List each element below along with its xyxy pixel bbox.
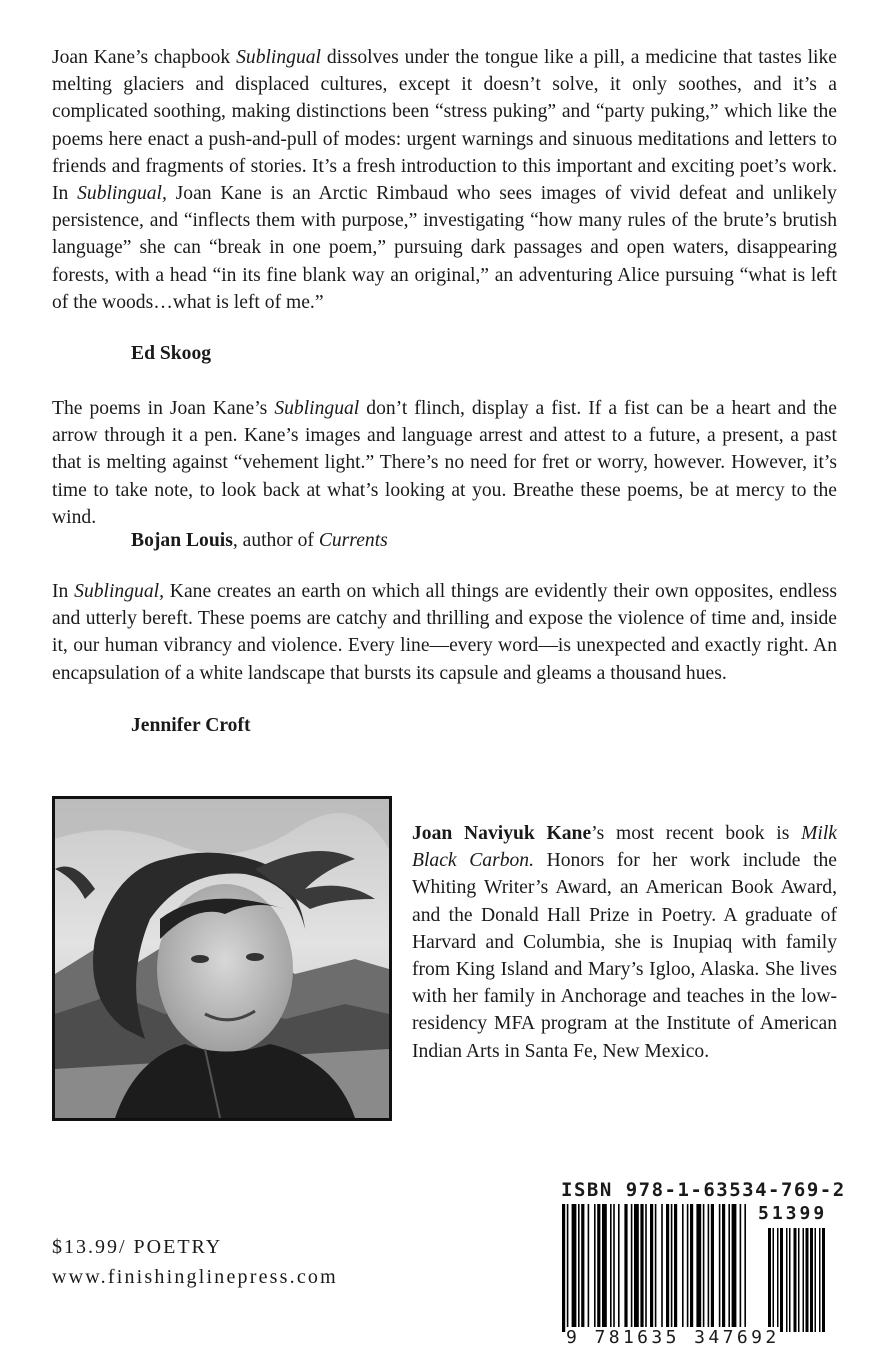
bio-text: Honors for her work include the Whiting Writer’s Award, an American Book Award, and the Donald Hall Prize in Poetry. A graduate of Harvard and Columbia, she is Inupiaq with family from King Island and Mary’s Igloo, Alaska. She lives with her family in Anchorage and teaches in the low-residency MFA program at the Institute of American Indian Arts in Santa Fe, New Mexico. [412, 850, 837, 1062]
blurb-text [52, 395, 837, 531]
blurb-author: Bojan Louis [131, 530, 233, 551]
blurb-text [52, 578, 837, 687]
addon-bar [794, 1228, 797, 1332]
barcode-bar [562, 1204, 565, 1332]
barcode-bar [728, 1204, 730, 1332]
barcode-bar [671, 1204, 673, 1332]
barcode-bar [567, 1204, 569, 1332]
recent-book-title: Milk Black Carbon. [412, 823, 837, 872]
addon-bar [780, 1228, 783, 1332]
book-title: Sublingual [274, 398, 360, 419]
addon-bar [815, 1228, 817, 1332]
blurb-segment: In [52, 581, 75, 602]
blurb-segment: don’t flinch, display a fist. If a fist can be a heart and the arrow through it a pen. Kane’s images and language arrest and attest to a future, a present, a past that is melting against “vehement light.” There’s no need for fret or worry, however. However, it’s time to take note, to look back at what’s looking at you. Breathe these poems, be at mercy to the wind. [52, 398, 838, 528]
ean-digits: 9 781635 347692 [566, 1327, 780, 1348]
addon-bar [789, 1228, 791, 1332]
barcode-bar [732, 1204, 737, 1332]
blurb-attribution [131, 340, 211, 367]
author-note: , author of [232, 530, 319, 551]
barcode-bar [655, 1204, 657, 1332]
book-title: Sublingual [236, 47, 322, 68]
addon-bar [798, 1228, 800, 1332]
barcode-bar [581, 1204, 584, 1332]
photo-illustration [55, 799, 389, 1118]
barcode-bar [634, 1204, 639, 1332]
barcode-bar [666, 1204, 669, 1332]
blurb-attribution [131, 527, 388, 554]
addon-bar [773, 1228, 775, 1332]
barcode-bar [597, 1204, 600, 1332]
blurb-segment: Joan Kane is an Arctic Rimbaud who sees images of vivid defeat and unlikely persistence, and “inflects them with purpose,” investigating “how many rules of the brute’s brutish language” she can “break in one poem,” pursuing dark passages and open waters, disappearing forests, with a head “in its fine blank way an original,” an adventuring Alice pursuing “what is left of the woods…what is left of me.” [52, 183, 837, 313]
addon-bar [768, 1228, 771, 1332]
barcode-bar [687, 1204, 689, 1332]
barcode-bar [740, 1204, 742, 1332]
blurb-segment: Joan Kane’s chapbook [52, 47, 237, 68]
barcode-bar [631, 1204, 633, 1332]
barcode-bar [645, 1204, 647, 1332]
addon-bar [822, 1228, 825, 1332]
book-title: Sublingual, [77, 183, 167, 205]
barcode-bar [674, 1204, 677, 1332]
blurb-bojan-louis [52, 395, 837, 531]
blurb-segment: Kane creates an earth on which all things are evidently their own opposites, endless and utterly bereft. These poems are catchy and thrilling and expose the violence of time and, inside it, our human vibrancy and violence. Every line—every word—is unexpected and exactly right. An encapsulation of a white landscape that bursts its capsule and gleams a thousand hues. [52, 581, 837, 684]
barcode-bar [602, 1204, 607, 1332]
barcode-bar [719, 1204, 721, 1332]
blurb-jennifer-croft [52, 578, 837, 687]
barcode-bar [640, 1204, 643, 1332]
barcode-bar [711, 1204, 714, 1332]
barcode-bar [722, 1204, 725, 1332]
price-category: $13.99/ POETRY [52, 1236, 223, 1258]
isbn-label: ISBN 978-1-63534-769-2 [561, 1179, 846, 1201]
addon-bar [803, 1228, 805, 1332]
barcode-bar [661, 1204, 663, 1332]
addon-bar [777, 1228, 779, 1332]
author-name: Joan Naviyuk Kane [412, 823, 592, 844]
barcode-bar [690, 1204, 693, 1332]
addon-bar [786, 1228, 788, 1332]
barcode-bar [682, 1204, 684, 1332]
price-code: 51399 [758, 1203, 828, 1224]
barcode-bar [594, 1204, 596, 1332]
author-bio [412, 820, 837, 1065]
addon-bar [810, 1228, 813, 1332]
blurb-text [52, 44, 837, 316]
barcode-bar [650, 1204, 653, 1332]
barcode-bar [613, 1204, 615, 1332]
bio-text: ’s most recent book is [591, 823, 802, 844]
barcode-bar [572, 1204, 577, 1332]
barcode-bar [588, 1204, 590, 1332]
book-title: Sublingual, [74, 581, 164, 602]
blurb-segment: dissolves under the tongue like a pill, a medicine that tastes like melting glaciers and displaced cultures, except it doesn’t solve, it only soothes, and it’s a complicated soothing, making distinctions been “stress puking” and “party puking,” which like the poems here enact a push-and-pull of modes: urgent warnings and sinuous meditations and letters to friends and fragments of stories. It’s a fresh introduction to this important and exciting poet’s work. In [52, 47, 837, 205]
barcode-bar [703, 1204, 705, 1332]
barcode-bar [624, 1204, 627, 1332]
blurb-segment: The poems in Joan Kane’s [52, 398, 275, 419]
barcode-bar [708, 1204, 710, 1332]
blurb-author: Jennifer Croft [131, 715, 251, 736]
blurb-author: Ed Skoog [131, 343, 212, 364]
barcode-bar [618, 1204, 620, 1332]
barcode-bar [696, 1204, 701, 1332]
author-portrait-photo [52, 796, 392, 1121]
barcode-bar [744, 1204, 746, 1332]
blurb-ed-skoog [52, 44, 837, 316]
barcode-bar [578, 1204, 580, 1332]
addon-bar [806, 1228, 809, 1332]
author-work: Currents [318, 530, 388, 551]
blurb-attribution [131, 712, 251, 739]
publisher-website-link[interactable]: www.finishinglinepress.com [52, 1266, 338, 1288]
addon-bar [819, 1228, 821, 1332]
barcode-bar [610, 1204, 612, 1332]
